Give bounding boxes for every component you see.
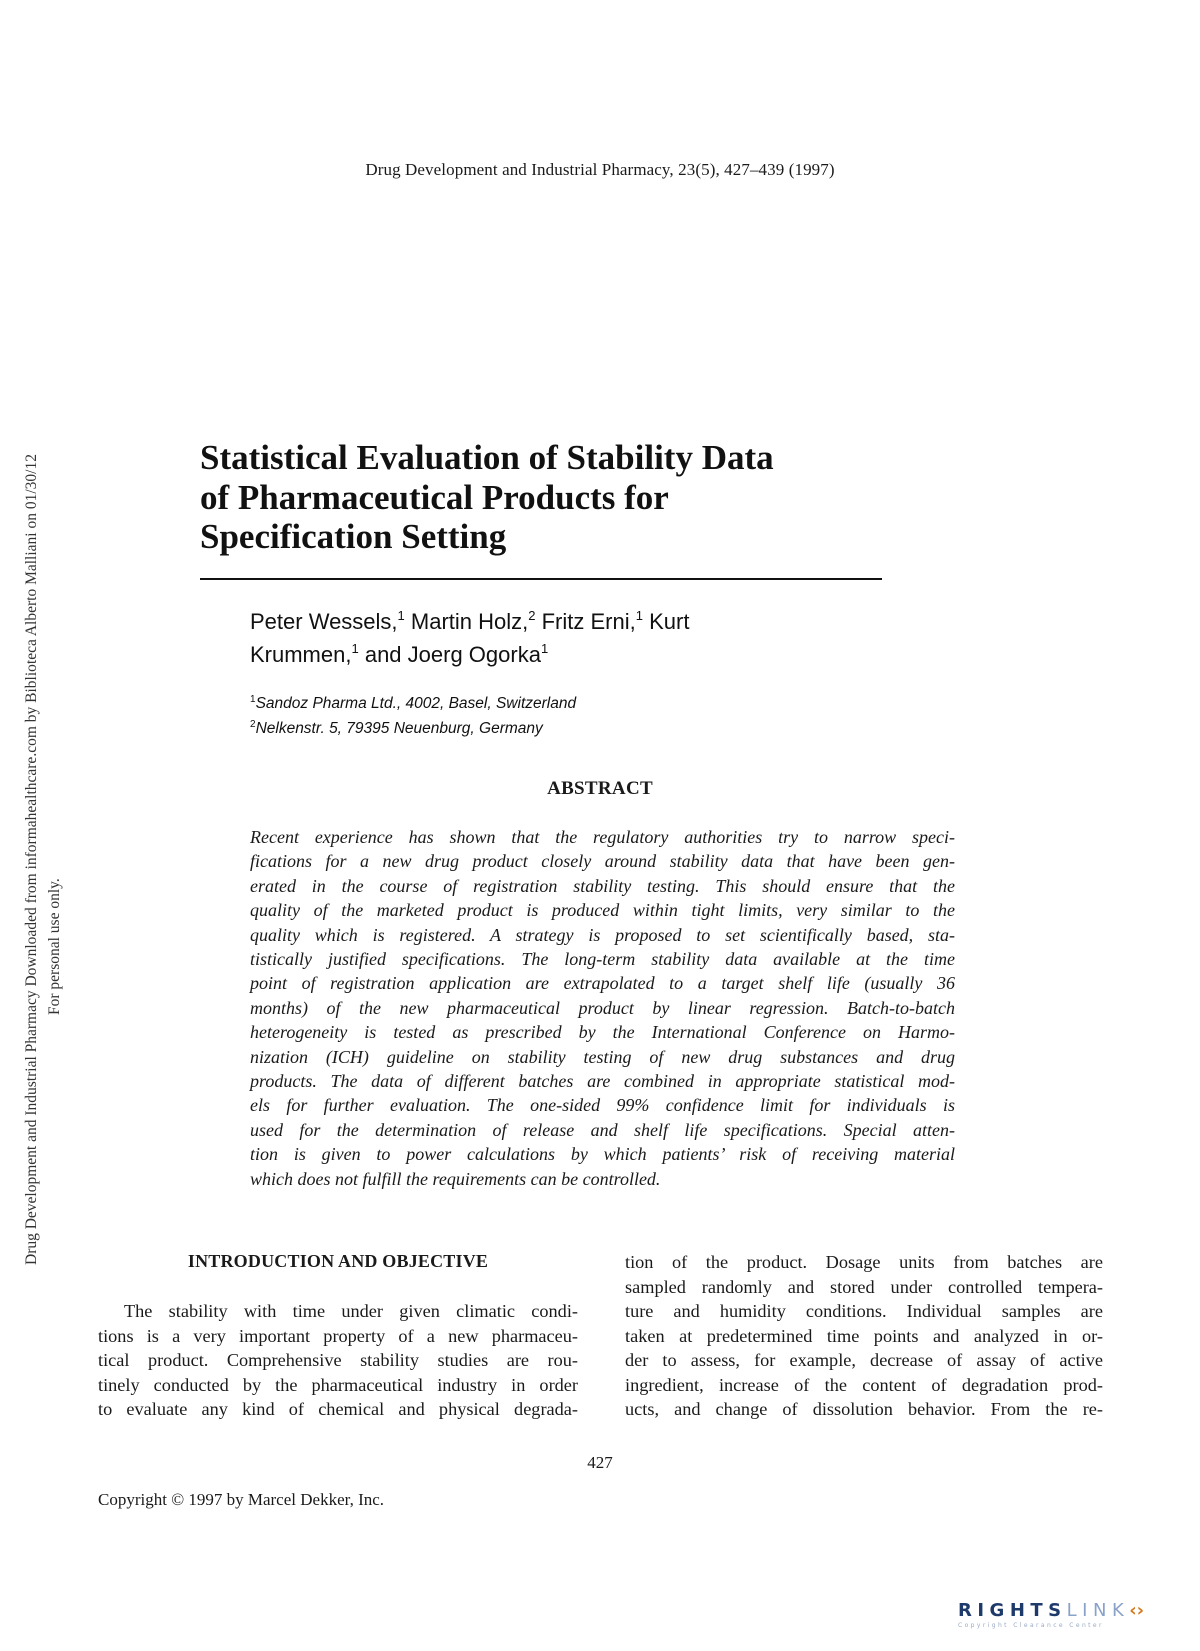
- page-number: 427: [587, 1453, 613, 1472]
- author-list: [250, 605, 870, 671]
- body-line: ingredient, increase of the content of degradation prod-: [625, 1374, 1103, 1395]
- intro-column-left: [98, 1299, 578, 1422]
- body-line: to evaluate any kind of chemical and physical degrada-: [98, 1399, 578, 1419]
- affiliation-2: [250, 716, 850, 741]
- download-notice: [20, 365, 66, 1265]
- abstract-line: which does not fulfill the requirements can be controlled.: [250, 1168, 661, 1189]
- affil-marker: 1: [540, 641, 549, 656]
- affil-marker: 1: [635, 608, 643, 623]
- abstract-line: heterogeneity is tested as prescribed by the International Conference on Harmo-: [250, 1022, 955, 1043]
- copyright-notice: Copyright © 1997 by Marcel Dekker, Inc.: [98, 1490, 385, 1509]
- affil-marker: 1: [351, 641, 359, 656]
- abstract-line: tistically justified specifications. The long-term stability data available at the time: [250, 949, 955, 970]
- rightslink-logo[interactable]: [958, 1600, 1158, 1642]
- affiliation-1: [250, 691, 850, 716]
- abstract-line: Recent experience has shown that the regulatory authorities try to narrow speci-: [250, 827, 955, 847]
- body-line: ucts, and change of dissolution behavior. From the re-: [625, 1399, 1103, 1419]
- abstract-line: tion is given to power calculations by which patients’ risk of receiving material: [250, 1144, 955, 1165]
- affiliation-text: Sandoz Pharma Ltd., 4002, Basel, Switzerland: [255, 695, 577, 712]
- rightslink-rights-text: RIGHTS: [958, 1600, 1067, 1621]
- affil-marker: 2: [250, 719, 256, 730]
- abstract-line: used for the determination of release and shelf life specifications. Special atten-: [250, 1119, 955, 1140]
- abstract-line: quality which is registered. A strategy is proposed to set scientifically based, sta-: [250, 924, 955, 945]
- body-line: ture and humidity conditions. Individual samples are: [625, 1301, 1103, 1321]
- abstract-line: fications for a new drug product closely around stability data that have been gen-: [250, 851, 955, 872]
- paper-title: [200, 438, 900, 557]
- abstract-line: months) of the new pharmaceutical product by linear regression. Batch-to-batch: [250, 997, 955, 1018]
- affiliation-text: Nelkenstr. 5, 79395 Neuenburg, Germany: [255, 720, 543, 737]
- abstract-line: quality of the marketed product is produced within tight limits, very similar to the: [250, 900, 955, 921]
- abstract-line: nization (ICH) guideline on stability testing of new drug substances and drug: [250, 1046, 955, 1067]
- author-ogorka: and Joerg Ogorka: [358, 642, 541, 667]
- abstract-line: products. The data of different batches are combined in appropriate statistical mod-: [250, 1071, 955, 1092]
- author-wessels: Peter Wessels,: [250, 609, 398, 634]
- body-line: taken at predetermined time points and analyzed in or-: [625, 1325, 1103, 1346]
- rightslink-link-text: LINK: [1066, 1600, 1130, 1621]
- author-line-2: [250, 638, 870, 671]
- abstract-line: els for further evaluation. The one-sided 99% confidence limit for individuals is: [250, 1095, 955, 1116]
- title-line-3: Specification Setting: [200, 517, 507, 556]
- abstract-line: point of registration application are extrapolated to a target shelf life (usually 36: [250, 973, 955, 994]
- author-erni: Fritz Erni,: [535, 609, 636, 634]
- body-line: The stability with time under given climatic condi-: [124, 1301, 578, 1321]
- affil-marker: 2: [528, 608, 536, 623]
- body-line: tinely conducted by the pharmaceutical industry in order: [98, 1374, 578, 1395]
- download-notice-line2: For personal use only.: [46, 878, 63, 1015]
- chevron-icon: ‹›: [1129, 1600, 1145, 1621]
- body-line: tical product. Comprehensive stability studies are rou-: [98, 1350, 578, 1370]
- body-line: tions is a very important property of a new pharmaceu-: [98, 1325, 578, 1346]
- abstract-line: erated in the course of registration stability testing. This should ensure that the: [250, 875, 955, 896]
- affil-marker: 1: [397, 608, 405, 623]
- body-line: der to assess, for example, decrease of assay of active: [625, 1350, 1103, 1370]
- affil-marker: 1: [250, 694, 256, 705]
- rightslink-wordmark: [958, 1600, 1158, 1621]
- abstract-body: [250, 825, 955, 1191]
- title-rule: [200, 578, 882, 580]
- body-line: tion of the product. Dosage units from batches are: [625, 1252, 1103, 1272]
- abstract-heading: ABSTRACT: [547, 778, 653, 799]
- rightslink-tagline: Copyright Clearance Center: [958, 1622, 1104, 1629]
- journal-header: Drug Development and Industrial Pharmacy, 23(5), 427–439 (1997): [365, 160, 835, 179]
- author-krummen-first: Kurt: [642, 609, 690, 634]
- intro-column-right: [625, 1250, 1103, 1422]
- download-notice-line1: Drug Development and Industrial Pharmacy Downloaded from informahealthcare.com by Biblioteca Alberto Malliani on 01/30/12: [23, 454, 40, 1265]
- author-line-1: [250, 605, 870, 638]
- author-holz: Martin Holz,: [404, 609, 529, 634]
- section-heading-introduction: INTRODUCTION AND OBJECTIVE: [187, 1251, 489, 1271]
- title-line-2: of Pharmaceutical Products for: [200, 477, 669, 517]
- affiliations: [250, 691, 850, 741]
- title-line-1: Statistical Evaluation of Stability Data: [200, 438, 774, 477]
- author-krummen-last: Krummen,: [250, 642, 352, 667]
- body-line: sampled randomly and stored under controlled tempera-: [625, 1276, 1103, 1297]
